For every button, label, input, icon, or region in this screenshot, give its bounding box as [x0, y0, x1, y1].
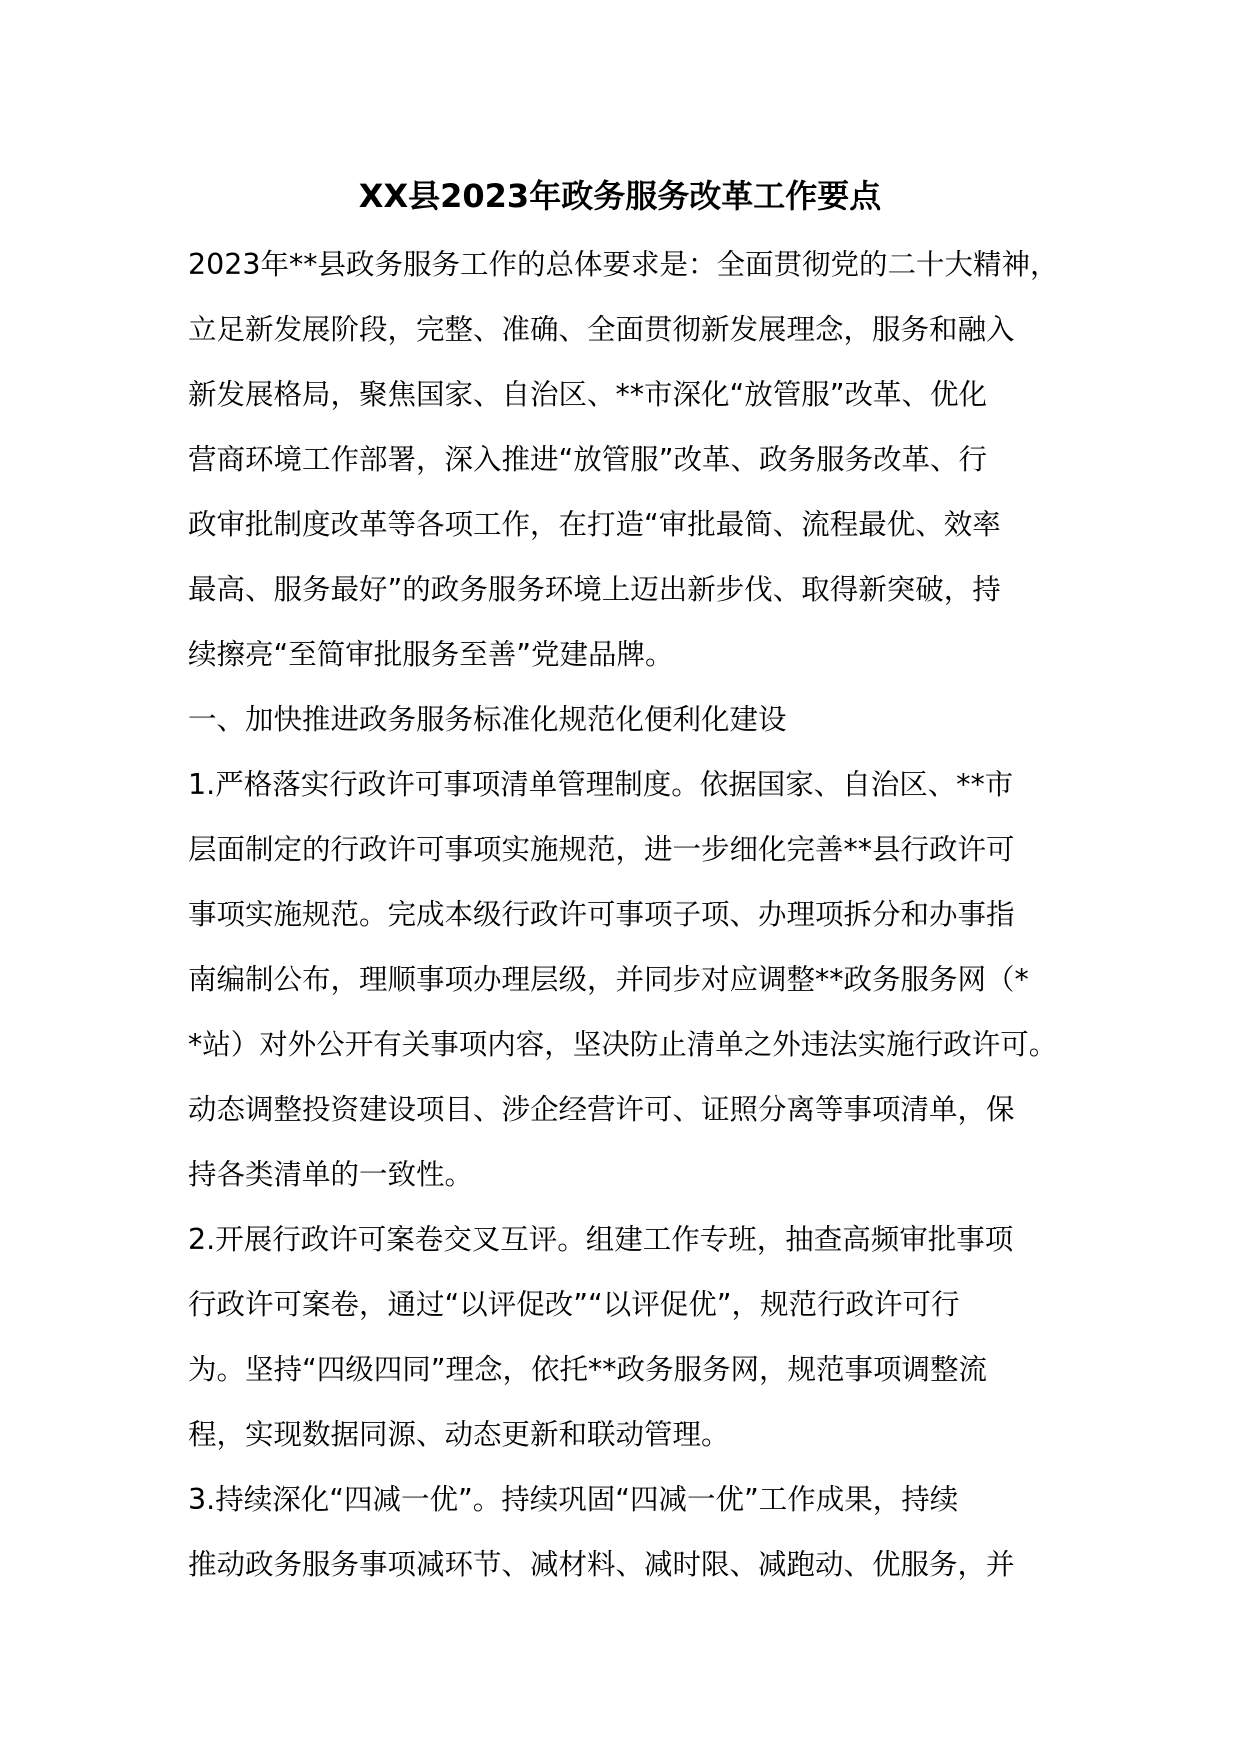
paragraph-line: 新发展格局，聚焦国家、自治区、**市深化“放管服”改革、优化	[188, 378, 988, 411]
paragraph-line: 营商环境工作部署，深入推进“放管服”改革、政务服务改革、行	[188, 443, 988, 476]
document-body	[188, 232, 1068, 1597]
paragraph-line: 行政许可案卷，通过“以评促改”“以评促优”，规范行政许可行	[188, 1288, 960, 1321]
paragraph-line: 2.开展行政许可案卷交叉互评。组建工作专班，抽查高频审批事项	[188, 1223, 1014, 1256]
section-heading: 一、加快推进政务服务标准化规范化便利化建设	[188, 703, 787, 736]
paragraph-line: 最高、服务最好”的政务服务环境上迈出新步伐、取得新突破，持	[188, 573, 1001, 606]
paragraph-line: 持各类清单的一致性。	[188, 1158, 474, 1191]
paragraph-line: 2023年**县政务服务工作的总体要求是：全面贯彻党的二十大精神，	[188, 248, 1059, 281]
paragraph-line: 政审批制度改革等各项工作，在打造“审批最简、流程最优、效率	[188, 508, 1001, 541]
paragraph-line: 3.持续深化“四减一优”。持续巩固“四减一优”工作成果，持续	[188, 1483, 959, 1516]
paragraph-line: 动态调整投资建设项目、涉企经营许可、证照分离等事项清单，保	[188, 1093, 1015, 1126]
paragraph-line: 立足新发展阶段，完整、准确、全面贯彻新发展理念，服务和融入	[188, 313, 1015, 346]
paragraph-line: 南编制公布，理顺事项办理层级，并同步对应调整**政务服务网（*	[188, 963, 1029, 996]
paragraph-line: 事项实施规范。完成本级行政许可事项子项、办理项拆分和办事指	[188, 898, 1015, 931]
paragraph-line: 层面制定的行政许可事项实施规范，进一步细化完善**县行政许可	[188, 833, 1015, 866]
paragraph-line: 1.严格落实行政许可事项清单管理制度。依据国家、自治区、**市	[188, 768, 1014, 801]
document-title: XX县2023年政务服务改革工作要点	[358, 177, 882, 215]
paragraph-line: 程，实现数据同源、动态更新和联动管理。	[188, 1418, 730, 1451]
paragraph-line: 为。坚持“四级四同”理念，依托**政务服务网，规范事项调整流	[188, 1353, 988, 1386]
paragraph-line: 续擦亮“至简审批服务至善”党建品牌。	[188, 638, 674, 671]
paragraph-line: *站）对外公开有关事项内容，坚决防止清单之外违法实施行政许可。	[188, 1028, 1058, 1061]
paragraph-line: 推动政务服务事项减环节、减材料、减时限、减跑动、优服务，并	[188, 1548, 1015, 1581]
